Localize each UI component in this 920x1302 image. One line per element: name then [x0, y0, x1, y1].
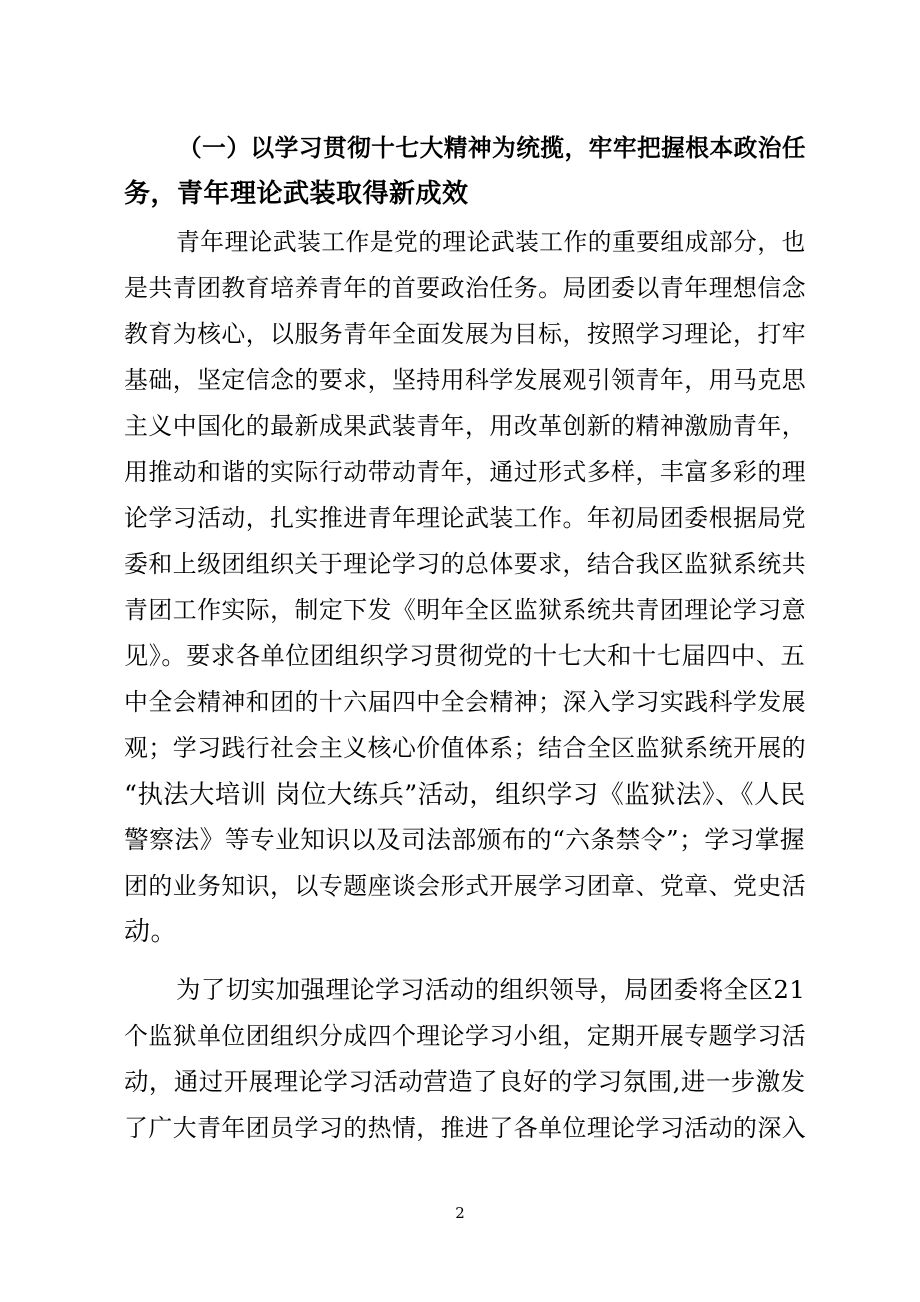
- paragraph-line: 动。: [124, 917, 178, 947]
- paragraph-line: 了广大青年团员学习的热情，推进了各单位理论学习活动的深入: [124, 1114, 807, 1142]
- section-heading-line-2: 务，青年理论武装取得新成效: [124, 179, 469, 209]
- paragraph-line: 青年理论武装工作是党的理论武装工作的重要组成部分，也: [176, 228, 806, 256]
- paragraph-line: “执法大培训 岗位大练兵”活动，组织学习《监狱法》、《人民: [124, 779, 806, 809]
- paragraph-line: 动，通过开展理论学习活动营造了良好的学习氛围,进一步激发: [124, 1067, 806, 1096]
- paragraph-line: 主义中国化的最新成果武装青年，用改革创新的精神激励青年，: [124, 412, 807, 440]
- section-heading-line-1: （一）以学习贯彻十七大精神为统揽，牢牢把握根本政治任: [178, 134, 807, 162]
- paragraph-line: 基础，坚定信念的要求，坚持用科学发展观引领青年，用马克思: [124, 366, 807, 394]
- paragraph-line: 青团工作实际，制定下发《明年全区监狱系统共青团理论学习意: [124, 596, 807, 624]
- paragraph-line: 教育为核心，以服务青年全面发展为目标，按照学习理论，打牢: [124, 320, 807, 348]
- paragraph-line: 中全会精神和团的十六届四中全会精神；深入学习实践科学发展: [124, 688, 807, 716]
- paragraph-line: 团的业务知识，以专题座谈会形式开展学习团章、党章、党史活: [124, 872, 807, 900]
- paragraph-line: 警察法》等专业知识以及司法部颁布的“六条禁令”；学习掌握: [124, 825, 806, 854]
- paragraph-line: 论学习活动，扎实推进青年理论武装工作。年初局团委根据局党: [124, 504, 807, 532]
- paragraph-line: 委和上级团组织关于理论学习的总体要求，结合我区监狱系统共: [124, 550, 807, 578]
- paragraph-line: 观；学习践行社会主义核心价值体系；结合全区监狱系统开展的: [124, 734, 807, 762]
- paragraph-line: 用推动和谐的实际行动带动青年，通过形式多样，丰富多彩的理: [124, 458, 807, 486]
- page-number: 2: [455, 1204, 465, 1222]
- paragraph-line: 为了切实加强理论学习活动的组织领导，局团委将全区21: [176, 975, 806, 1004]
- paragraph-line: 见》。要求各单位团组织学习贯彻党的十七大和十七届四中、五: [124, 641, 806, 670]
- paragraph-line: 是共青团教育培养青年的首要政治任务。局团委以青年理想信念: [124, 274, 807, 302]
- paragraph-line: 个监狱单位团组织分成四个理论学习小组，定期开展专题学习活: [124, 1022, 807, 1050]
